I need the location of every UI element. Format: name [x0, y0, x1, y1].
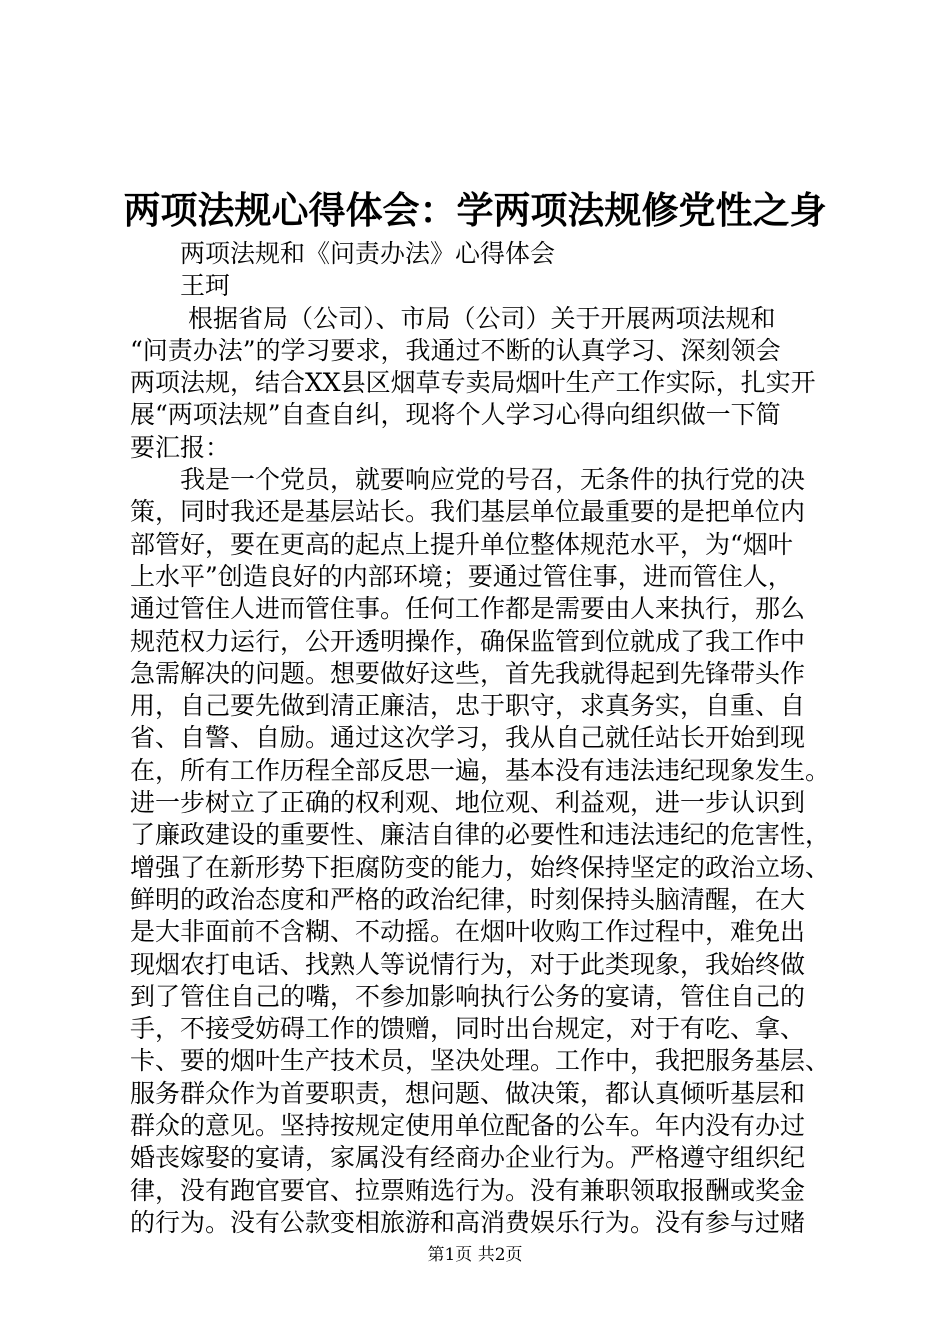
document-title: 两项法规心得体会：学两项法规修党性之身: [123, 188, 827, 232]
paragraph-line: 鲜明的政治态度和严格的政治纪律，时刻保持头脑清醒，在大: [130, 884, 806, 914]
paragraph-line: 了廉政建设的重要性、廉洁自律的必要性和违法违纪的危害性，: [130, 820, 831, 850]
paragraph-line: 我是一个党员，就要响应党的号召，无条件的执行党的决: [180, 465, 806, 495]
paragraph-line: 是大非面前不含糊、不动摇。在烟叶收购工作过程中，难免出: [130, 917, 806, 947]
document-body: [130, 238, 850, 1239]
paragraph-line: 急需解决的问题。想要做好这些，首先我就得起到先锋带头作: [130, 658, 806, 688]
paragraph-line: 展“两项法规”自查自纠，现将个人学习心得向组织做一下简: [130, 400, 781, 430]
paragraph-line: 在，所有工作历程全部反思一遍，基本没有违法违纪现象发生。: [130, 755, 831, 785]
paragraph-line: 进一步树立了正确的权利观、地位观、利益观，进一步认识到: [130, 788, 806, 818]
paragraph-line: 两项法规，结合XX县区烟草专卖局烟叶生产工作实际，扎实开: [130, 368, 816, 398]
paragraph-line: 律，没有跑官要官、拉票贿选行为。没有兼职领取报酬或奖金: [130, 1175, 806, 1205]
paragraph-line: 部管好，要在更高的起点上提升单位整体规范水平，为“烟叶: [130, 529, 793, 559]
subtitle-line: 两项法规和《问责办法》心得体会: [180, 239, 556, 268]
author-line: 王珂: [180, 271, 231, 301]
paragraph-line: 群众的意见。坚持按规定使用单位配备的公车。年内没有办过: [130, 1111, 806, 1141]
paragraph-line: 用，自己要先做到清正廉洁，忠于职守，求真务实，自重、自: [130, 691, 806, 721]
paragraph-line: 现烟农打电话、找熟人等说情行为，对于此类现象，我始终做: [130, 949, 806, 979]
paragraph-line: 策，同时我还是基层站长。我们基层单位最重要的是把单位内: [130, 497, 806, 527]
paragraph-line: 规范权力运行，公开透明操作，确保监管到位就成了我工作中: [130, 626, 806, 656]
page-footer: 第1页 共2页: [427, 1245, 523, 1265]
paragraph-line: 上水平”创造良好的内部环境；要通过管住事，进而管住人，: [130, 561, 793, 591]
paragraph-line: “问责办法”的学习要求，我通过不断的认真学习、深刻领会: [130, 335, 781, 365]
paragraph-line: 的行为。没有公款变相旅游和高消费娱乐行为。没有参与过赌: [130, 1207, 806, 1237]
paragraph-line: 要汇报：: [130, 432, 231, 462]
paragraph-line: 通过管住人进而管住事。任何工作都是需要由人来执行，那么: [130, 594, 806, 624]
paragraph-line: 婚丧嫁娶的宴请，家属没有经商办企业行为。严格遵守组织纪: [130, 1143, 806, 1173]
paragraph-line: 增强了在新形势下拒腐防变的能力，始终保持坚定的政治立场、: [130, 852, 831, 882]
paragraph-line: 省、自警、自励。通过这次学习，我从自己就任站长开始到现: [130, 723, 806, 753]
paragraph-line: 到了管住自己的嘴，不参加影响执行公务的宴请，管住自己的: [130, 981, 806, 1011]
paragraph-line: 服务群众作为首要职责，想问题、做决策，都认真倾听基层和: [130, 1078, 806, 1108]
paragraph-line: 卡、要的烟叶生产技术员，坚决处理。工作中，我把服务基层、: [130, 1046, 831, 1076]
paragraph-line: 手，不接受妨碍工作的馈赠，同时出台规定，对于有吃、拿、: [130, 1014, 806, 1044]
paragraph-line: 根据省局（公司）、市局（公司）关于开展两项法规和: [180, 303, 776, 333]
